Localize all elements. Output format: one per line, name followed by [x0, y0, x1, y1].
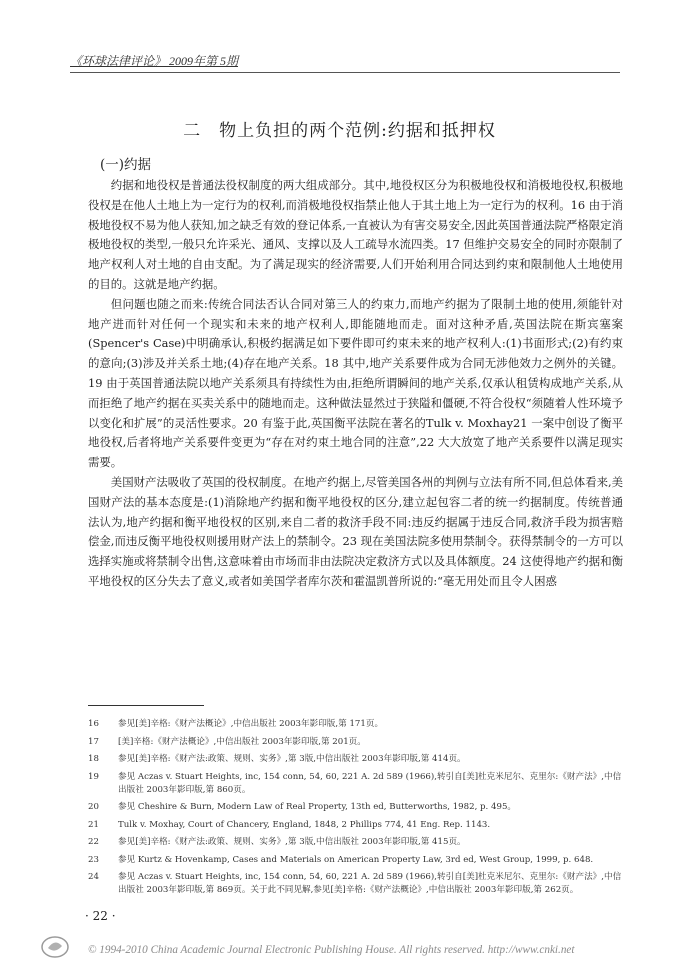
footnote-number: 22: [88, 837, 99, 847]
footnote-number: 18: [88, 754, 99, 764]
footnote-number: 17: [88, 736, 99, 747]
subsection-title: (一)约据: [100, 157, 152, 173]
footnote: [88, 871, 623, 897]
footnote-number: 21: [88, 819, 99, 830]
footnote: [88, 736, 623, 749]
footnote-text: 参见[美]辛格:《财产法:政策、规则、实务》,第 3版,中信出版社 2003年影印版,第 415页。: [118, 837, 466, 847]
footnote-text: 参见[美]辛格:《财产法概论》,中信出版社 2003年影印版,第 171页。: [118, 719, 384, 729]
article-body: [88, 176, 623, 592]
footnote-number: 19: [88, 771, 99, 782]
footnote-text: 参见 Aczas v. Stuart Heights, inc, 154 conn, 54, 60, 221 A. 2d 589 (1966),转引自[美]杜克米尼尔、克里尔:《财产法》,中信出版社 2003年影印版,第 860页。: [118, 771, 622, 795]
footnote-number: 24: [88, 872, 99, 882]
footnote: [88, 836, 623, 849]
footnote: [88, 718, 623, 731]
section-title: 二 物上负担的两个范例:约据和抵押权: [183, 121, 496, 141]
footnote-number: 23: [88, 854, 99, 865]
journal-header: 《环球法律评论》 2009年第 5期: [70, 54, 239, 68]
footnote: [88, 819, 623, 832]
footnote: [88, 854, 623, 867]
footnote: [88, 771, 623, 797]
footnote-number: 16: [88, 719, 99, 729]
publisher-logo-icon: [40, 934, 70, 960]
footnote-text: 参见 Cheshire & Burn, Modern Law of Real Property, 13th ed, Butterworths, 1982, p. 495。: [118, 802, 517, 812]
footnote-text: 参见[美]辛格:《财产法:政策、规则、实务》,第 3版,中信出版社 2003年影印版,第 414页。: [118, 754, 466, 764]
paragraph: 约据和地役权是普通法役权制度的两大组成部分。其中,地役权区分为积极地役权和消极地役权,积极地役权是在他人土地上为一定行为的权利,而消极地役权指禁止他人于其土地上为一定行为的权利。16 由于消极地役权不易为他人获知,加之缺乏有效的登记体系,一直被认为有害交易安全,因此英国普通法院严格限定消极地役权的类型,一般只允许采光、通风、支撑以及人工疏导水流四类。17 但维护交易安全的同时亦限制了地产权利人对土地的自由支配。为了满足现实的经济需要,人们开始利用合同达到约束和限制他人土地使用的目的。这就是地产约据。: [88, 178, 623, 291]
footnote-number: 20: [88, 802, 99, 812]
paragraph: 美国财产法吸收了英国的役权制度。在地产约据上,尽管美国各州的判例与立法有所不同,但总体看来,美国财产法的基本态度是:(1)消除地产约据和衡平地役权的区分,建立起包容二者的统一约据制度。传统普通法认为,地产约据和衡平地役权的区别,来自二者的救济手段不同:违反约据属于违反合同,救济手段为损害赔偿金,而违反衡平地役权则援用财产法上的禁制令。23 现在美国法院多使用禁制令。获得禁制令的一方可以选择实施或将禁制令出售,这意味着由市场而非由法院决定救济方式以及具体额度。24 这使得地产约据和衡平地役权的区分失去了意义,或者如美国学者库尔茨和霍温凯普所说的:“毫无用处而且令人困惑: [88, 474, 623, 588]
footnote-text: 参见 Kurtz & Hovenkamp, Cases and Materials on American Property Law, 3rd ed, West Group, 1999, p. 648.: [118, 854, 594, 865]
footnote: [88, 753, 623, 766]
footnote: [88, 801, 623, 814]
footnote-text: [美]辛格:《财产法概论》,中信出版社 2003年影印版,第 201页。: [118, 736, 366, 747]
footnote-text: 参见 Aczas v. Stuart Heights, inc, 154 conn, 54, 60, 221 A. 2d 589 (1966),转引自[美]杜克米尼尔、克里尔:《财产法》,中信出版社 2003年影印版,第 869页。关于此不同见解,参见[美]辛格:《财产法概论》,中信出版社 2003年影印版,第 262页。: [118, 872, 622, 895]
page-number: · 22 ·: [85, 909, 116, 923]
paragraph: 但问题也随之而来:传统合同法否认合同对第三人的约束力,而地产约据为了限制土地的使用,须能针对地产进而针对任何一个现实和未来的地产权利人,即能随地而走。面对这种矛盾,英国法院在斯宾塞案(Spencer's Case)中明确承认,积极约据满足如下要件即可约束未来的地产权利人:(1)书面形式;(2)有约束的意向;(3)涉及并关系土地;(4)存在地产关系。18 其中,地产关系要件成为合同无涉他效力之例外的关键。19 由于英国普通法院以地产关系须具有持续性为由,拒绝所谓瞬间的地产关系,仅承认租赁构成地产关系,从而拒绝了地产约据在买卖关系中的随地而走。这种做法显然过于狭隘和僵硬,不符合役权“须随着人性环境予以变化和扩展”的灵活性要求。20 有鉴于此,英国衡平法院在著名的Tulk v. Moxhay21 一案中创设了衡平地役权,后者将地产关系要件变更为“存在对约束土地合同的注意”,22 大大放宽了地产关系要件以满足现实需要。: [88, 296, 623, 470]
footnote-rule: [88, 705, 204, 706]
footnote-text: Tulk v. Moxhay, Court of Chancery, England, 1848, 2 Phillips 774, 41 Eng. Rep. 1143.: [118, 819, 491, 830]
copyright-notice: © 1994-2010 China Academic Journal Electronic Publishing House. All rights reserved. http://www.cnki.net: [88, 944, 575, 956]
footnotes: [88, 718, 623, 902]
header-rule: [70, 72, 620, 73]
